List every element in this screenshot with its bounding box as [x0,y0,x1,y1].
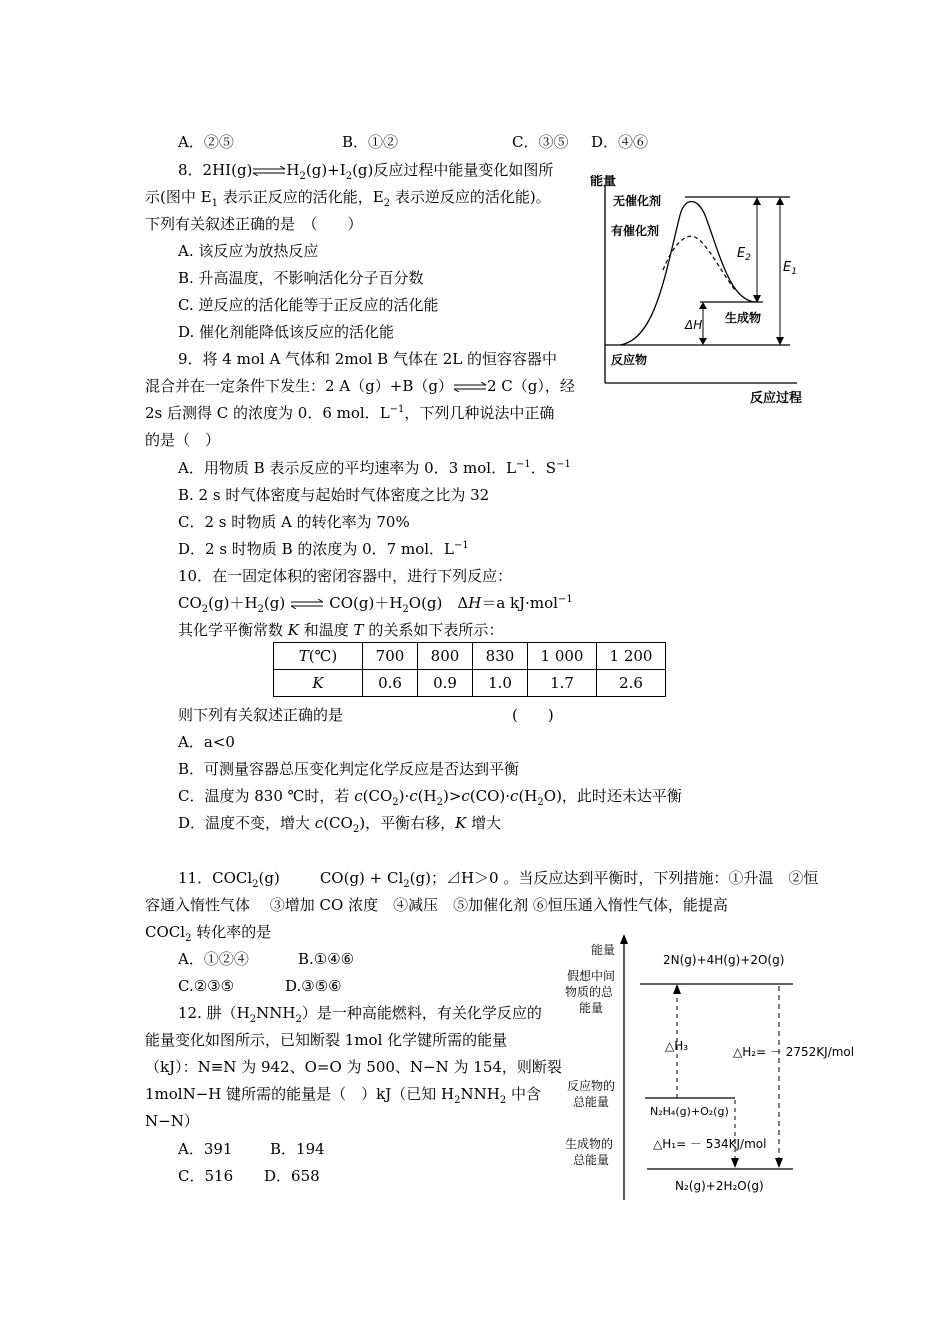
q10-option-a: A．a<0 [178,733,235,751]
q8-option-b: B. 升高温度，不影响活化分子百分数 [178,269,424,287]
q12-stem-line4: 1molN−H 键所需的能量是（ ）kJ（已知 $H_2NNH_2$ 中含 [145,1085,541,1106]
table-cell: 700 [363,643,418,670]
hypothetical-label-2: 物质的总 [565,985,614,999]
q7-option-a: A．②⑤ [178,133,234,151]
catalyst-label: 有催化剂 [611,224,660,238]
q8-option-c: C. 逆反应的活化能等于正反应的活化能 [178,296,439,314]
q12-stem-line1: 12. 肼$(H_2NNH_2)$是一种高能燃料，有关化学反应的 [178,1004,542,1025]
q8-option-d: D. 催化剂能降低该反应的活化能 [178,323,395,341]
no-catalyst-label: 无催化剂 [613,194,662,208]
equilibrium-arrow-icon [285,599,329,609]
equilibrium-arrow-icon [252,166,286,176]
hypothetical-label-1: 假想中间 [567,969,616,983]
table-header-k: K [274,670,363,697]
top-species-label: 2N(g)+4H(g)+2O(g) [663,953,785,967]
q10-stem-line3: 其化学平衡常数 K 和温度 T 的关系如下表所示： [178,621,504,639]
q12-stem-line2: 能量变化如图所示，已知断裂 1mol 化学键所需的能量 [145,1031,508,1049]
q11-option-a: A．①②④ [178,950,249,968]
q12-stem-line5: N−N） [145,1112,199,1130]
q9-option-b: B. 2 s 时气体密度与起始时气体密度之比为 32 [178,486,490,504]
dh3-label: △H₃ [665,1039,689,1053]
q9-stem-line1: 9．将 4 mol A 气体和 2mol B 气体在 2L 的恒容容器中 [178,350,558,368]
q9-option-c: C．2 s 时物质 A 的转化率为 70% [178,513,410,531]
q10-answer-paren: ( ) [512,706,554,724]
dh1-label: △H₁= － 534KJ/mol [653,1137,767,1151]
hydrazine-energy-diagram [555,928,885,1208]
q8-stem: 8．2HI(g) $H_2(g)+I_2(g)$反应过程中能量变化如图所 [178,161,554,182]
q12-stem-line3: （kJ）：N≡N 为 942、O=O 为 500、N−N 为 154，则断裂 [145,1058,562,1076]
hypothetical-label-3: 能量 [579,1001,604,1015]
q7-option-d: D．④⑥ [591,133,649,151]
table-cell: 800 [418,643,473,670]
q8-option-a: A. 该反应为放热反应 [178,242,319,260]
catalyzed-curve [663,236,735,290]
q10-option-c: C．温度为 830 ℃时，若 $c(CO_2)\cdot c(H_2)>c(CO)\cdot c(H_2O)$，此时还未达平衡 [178,787,682,808]
q12-option-d: D．658 [264,1167,320,1185]
q9-stem-line4: 的是（ ） [145,431,221,449]
reactant-energy-label-1: 反应物的 [567,1079,616,1093]
reactant-label: 反应物 [611,353,648,367]
q8-stem-line3: 下列有关叙述正确的是 （ ） [145,215,363,233]
q11-stem-line3: COCl$_2$ 转化率的是 [145,923,272,944]
y-axis-label: 能量 [590,175,617,189]
equilibrium-arrow-icon [453,382,487,392]
reactant-energy-label-2: 总能量 [573,1095,610,1109]
q11-stem-line1: 11．COCl$_2$(g) $CO(g) + Cl_2(g)$；⊿H＞0 。当反应达到平衡时，下列措施：①升温 ②恒 [178,869,819,890]
q9-option-a: A．用物质 B 表示反应的平均速率为 0．3 mol．$L^{-1}$．$S^{-1}$ [178,459,571,477]
q11-stem-line2: 容通入惰性气体 ③增加 CO 浓度 ④减压 ⑤加催化剂 ⑥恒压通入惰性气体，能提高 [145,896,728,914]
delta-h-label: ΔH [685,318,703,332]
table-cell: 1.7 [528,670,597,697]
q10-stem-line4: 则下列有关叙述正确的是 [178,706,344,724]
product-species-label: N₂(g)+2H₂O(g) [675,1179,764,1193]
table-row [274,670,666,697]
q10-stem-line1: 10．在一固定体积的密闭容器中，进行下列反应： [178,567,513,585]
x-axis-label: 反应过程 [750,391,803,406]
table-cell: 1.0 [473,670,528,697]
q7-option-b: B．①② [342,133,399,151]
e2-label: $E_2$ [737,246,751,263]
table-cell: 1 200 [597,643,666,670]
energy-axis-label: 能量 [591,943,616,957]
q9-option-d: D．2 s 时物质 B 的浓度为 0．7 mol．$L^{-1}$ [178,540,469,558]
table-cell: 0.9 [418,670,473,697]
product-energy-label-1: 生成物的 [565,1137,614,1151]
q9-stem-line3: 2s 后测得 C 的浓度为 0．6 mol．$L^{-1}$，下列几种说法中正确 [145,404,555,422]
q12-option-c: C．516 [178,1167,234,1185]
q10-option-b: B．可测量容器总压变化判定化学反应是否达到平衡 [178,760,520,778]
product-energy-label-2: 总能量 [573,1153,610,1167]
q8-stem-line2: 示(图中 $E_1$ 表示正反应的活化能，$E_2$ 表示逆反应的活化能)。 [145,188,551,209]
table-cell: 2.6 [597,670,666,697]
table-row [274,643,666,670]
dh2-label: △H₂= － 2752KJ/mol [733,1045,855,1059]
q9-stem-line2: 混合并在一定条件下发生：2 A（g）+B（g） 2 C（g），经 [145,377,575,395]
q12-option-a: A．391 [178,1140,233,1158]
q10-equation: $CO_2(g)+H_2(g)$ $CO(g)+H_2O(g)$ ΔH＝a kJ·mol$^{-1}$ [178,594,573,615]
table-cell: 0.6 [363,670,418,697]
q11-option-d: D.③⑤⑥ [285,977,342,995]
q11-option-c: C.②③⑤ [178,977,235,995]
table-cell: 830 [473,643,528,670]
reactant-species-label: N₂H₄(g)+O₂(g) [650,1105,729,1118]
energy-profile-figure [585,175,815,410]
table-cell: 1 000 [528,643,597,670]
table-header-temperature: T(℃) [274,643,363,670]
q7-option-c: C．③⑤ [512,133,569,151]
equilibrium-constant-table [273,642,666,697]
q12-option-b: B．194 [270,1140,325,1158]
q11-option-b: B.①④⑥ [298,950,355,968]
q10-option-d: D．温度不变，增大 $c(CO_2)$，平衡右移，K 增大 [178,814,502,835]
e1-label: $E_1$ [783,260,797,277]
product-label: 生成物 [725,311,762,325]
